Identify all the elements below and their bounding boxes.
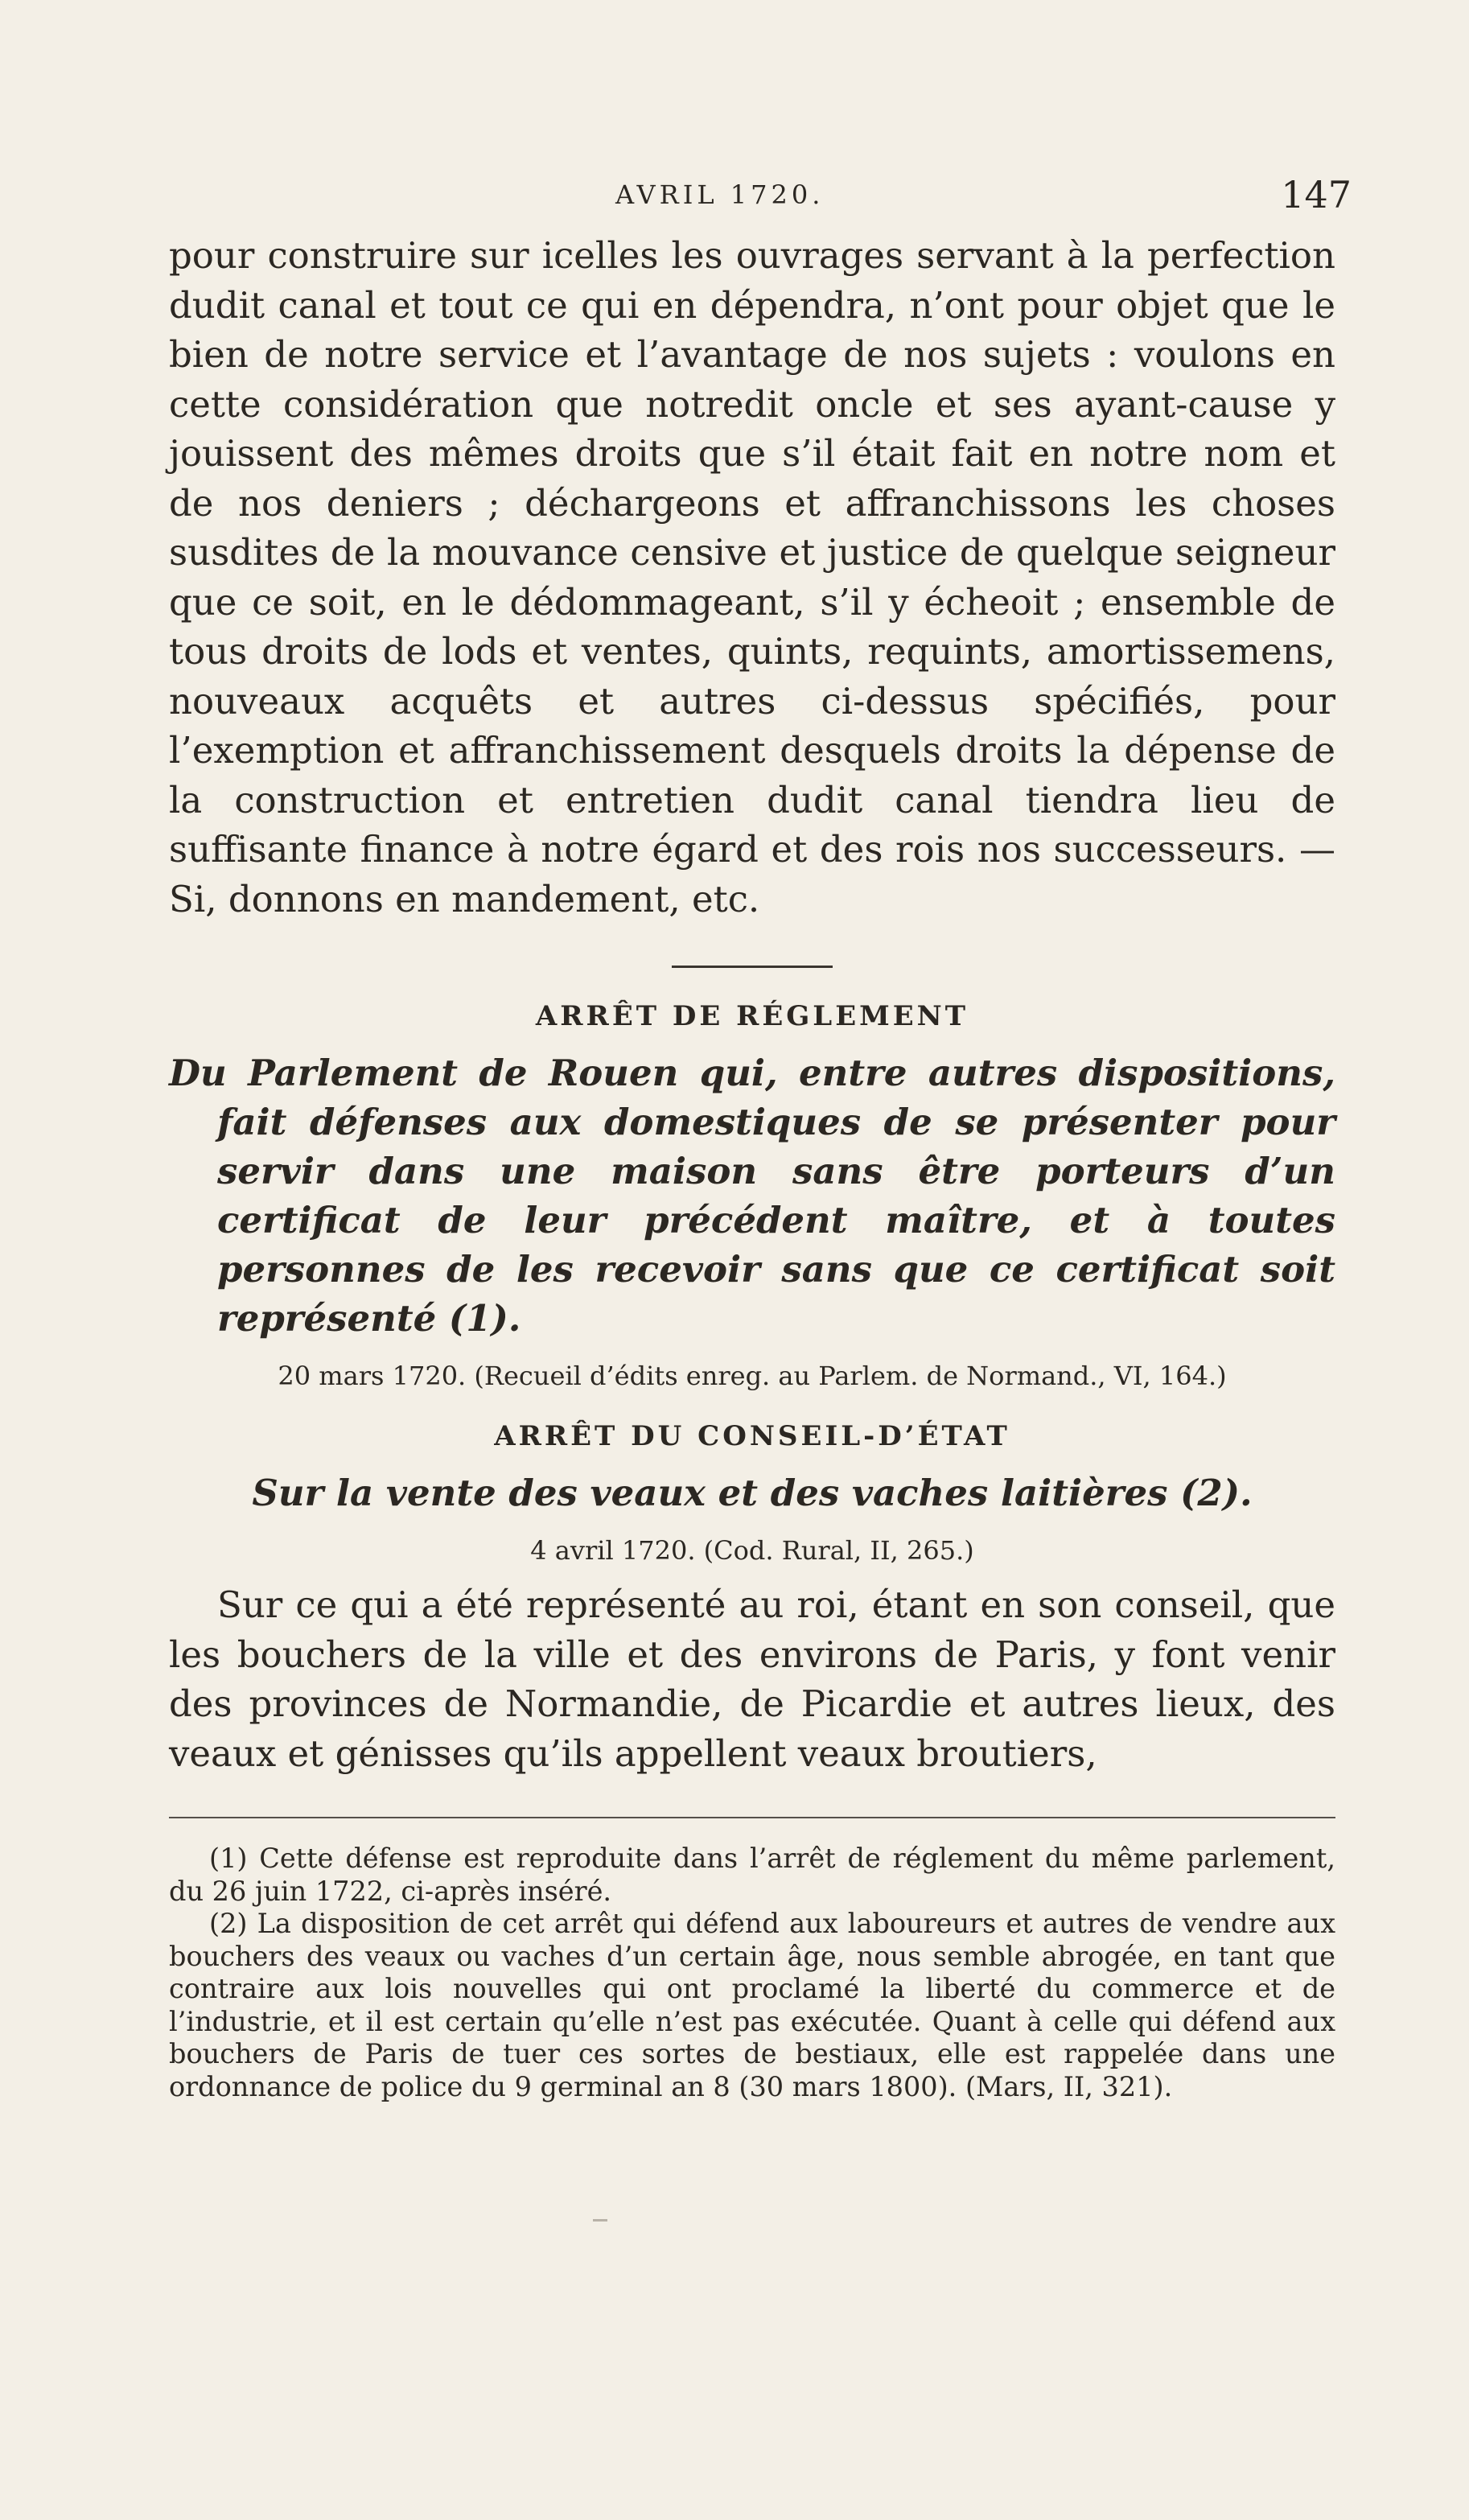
- continued-paragraph: pour construire sur icelles les ouvrages servant à la perfection dudit canal et tout ce qui en dépendra, n’ont pour objet que le bien de notre service et l’avantage de nos sujets : voulons en cette considération que notredit oncle et ses ayant-cause y jouissent des mêmes droits que s’il était fait en notre nom et de nos deniers ; déchargeons et affranchissons les choses susdites de la mouvance censive et justice de quelque seigneur que ce soit, en le dédommageant, s’il y écheoit ; ensemble de tous droits de lods et ventes, quints, requints, amortissemens, nouveaux acquêts et autres ci-dessus spécifiés, pour l’exemption et affranchissement desquels droits la dépense de la construction et entretien dudit canal tiendra lieu de suffisante finance à notre égard et des rois nos successeurs. — Si, donnons en mandement, etc.: [169, 234, 1335, 920]
- section-title-conseil: Sur la vente des veaux et des vaches laitières (2).: [252, 1472, 1253, 1514]
- footnote-divider: [169, 1817, 1335, 1818]
- footnotes: [169, 1843, 1335, 2103]
- section-divider: [672, 966, 833, 968]
- page-number: 147: [1281, 173, 1352, 216]
- section-paragraph-conseil: Sur ce qui a été représenté au roi, étant en son conseil, que les bouchers de la ville et des environs de Paris, y font venir des provinces de Normandie, de Picardie et autres lieux, des veaux et génisses qu’ils appellent veaux broutiers,: [169, 1583, 1335, 1775]
- book-page: [169, 165, 1352, 2103]
- footnote-2: (2) La disposition de cet arrêt qui défend aux laboureurs et autres de vendre aux bouchers des veaux ou vaches d’un certain âge, nous semble abrogée, en tant que contraire aux lois nouvelles qui ont proclamé la liberté du commerce et de l’industrie, et il est certain qu’elle n’est pas exécutée. Quant à celle qui défend aux bouchers de Paris de tuer ces sortes de bestiaux, elle est rappelée dans une ordonnance de police du 9 germinal an 8 (30 mars 1800). (Mars, II, 321).: [169, 1908, 1335, 2102]
- section-heading-conseil: ARRÊT DU CONSEIL-D’ÉTAT: [494, 1420, 1010, 1452]
- section-title-reglement: Du Parlement de Rouen qui, entre autres dispositions, fait défenses aux domestiques de se présenter pour servir dans une maison sans être porteurs d’un certificat de leur précédent maître, et à toutes personnes de les recevoir sans que ce certificat soit représenté (1).: [169, 1052, 1335, 1340]
- section-source-conseil: 4 avril 1720. (Cod. Rural, II, 265.): [530, 1535, 974, 1566]
- section-heading-reglement: ARRÊT DE RÉGLEMENT: [535, 1000, 969, 1032]
- section-source-reglement: 20 mars 1720. (Recueil d’édits enreg. au Parlem. de Normand., VI, 164.): [278, 1361, 1227, 1391]
- footnote-1: (1) Cette défense est reproduite dans l’arrêt de réglement du même parlement, du 26 juin 1722, ci-après inséré.: [169, 1843, 1335, 1907]
- page-mark: [593, 2219, 607, 2221]
- running-head: [169, 165, 1352, 221]
- running-title: AVRIL 1720.: [615, 179, 825, 210]
